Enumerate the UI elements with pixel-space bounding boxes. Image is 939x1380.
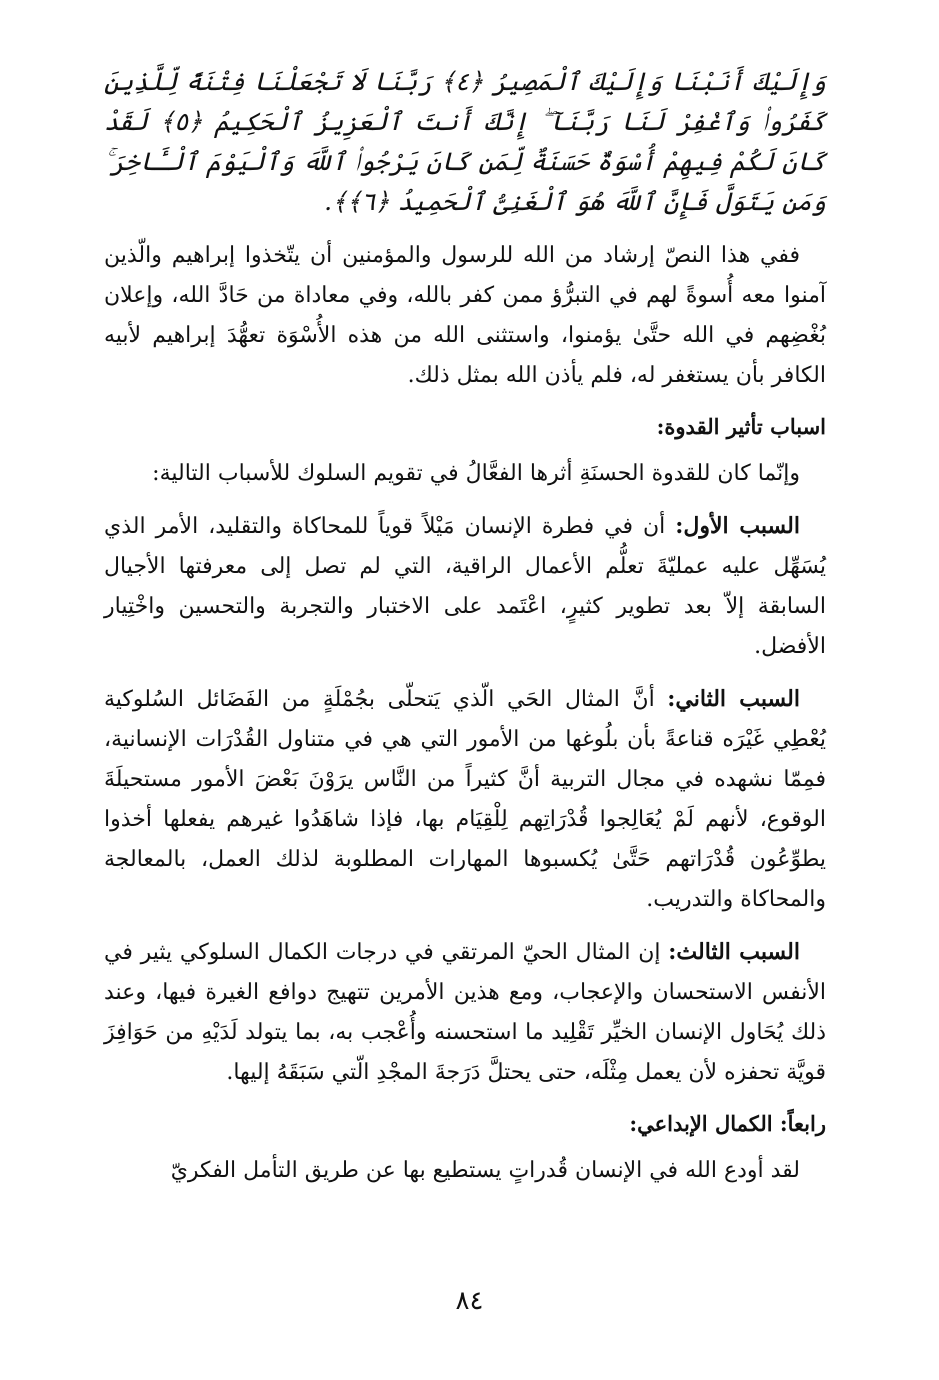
explanation-paragraph: ففي هذا النصّ إرشاد من الله للرسول والمؤمنين أن يتّخذوا إبراهيم والّذين آمنوا معه أُسوةً لهم في التبرُّؤ ممن كفر بالله، وفي معاداة من حَادَّ الله، وإعلان بُغْضِهم في الله حتَّىٰ يؤمنوا، واستثنى الله من هذه الأُسْوَة تعهُّدَ إبراهيم لأبيه الكافر بأن يستغفر له، فلم يأذن الله بمثل ذلك.: [104, 243, 826, 388]
page-body: [104, 62, 826, 1203]
section-heading: اسباب تأثير القدوة:: [656, 414, 826, 439]
reason-2-paragraph: [104, 679, 826, 920]
reason-3-paragraph: [104, 932, 826, 1093]
reason-3-text: إن المثال الحيّ المرتقي في درجات الكمال السلوكي يثير في الأنفس الاستحسان والإعجاب، ومع هذين الأمرين تتهيج دوافع الغيرة فيها، وعند ذلك يُحَاول الإنسان الخيِّر تَقْلِيد ما استحسنه وأُعْجب به، بما يتولد لَدَيْهِ من حَوَافِزَ قويَّة تحفزه لأن يعمل مِثْلَه، حتى يحتلَّ دَرَجةَ المجْدِ الّتي سَبَقَهُ إليها.: [104, 940, 826, 1085]
reason-3-label: السبب الثالث:: [668, 939, 800, 965]
page-number: ٨٤: [455, 1286, 484, 1316]
reason-1-label: السبب الأول:: [675, 513, 800, 539]
subheading: رابعاً: الكمال الإبداعي:: [629, 1111, 826, 1136]
final-paragraph: لقد أودع الله في الإنسان قُدراتٍ يستطيع بها عن طريق التأمل الفكريّ: [170, 1158, 800, 1183]
reason-2-text: أنَّ المثال الحَي الّذي يَتحلّى بجُمْلَةٍ من الفَضَائل السُلوكية يُعْطِي غَيْرَه قناعةً بأن بلُوغها من الأمور التي هي في متناول القُدْرَات الإنسانية، فمِمّا نشهده في مجال التربية أنَّ كثيراً من النَّاس يرَوْنَ بَعْضَ الأمور مستحيلَةَ الوقوع، لأنهم لَمْ يُعَالِجوا قُدْرَاتِهم لِلْقِيَام بها، فإذا شاهَدُوا غيرهم يفعلها أخذوا يطوِّعُون قُدْرَاتهم حَتَّىٰ يُكسبوها المهارات المطلوبة لذلك العمل، بالمعالجة والمحاكاة والتدريب.: [104, 687, 826, 912]
reason-2-label: السبب الثاني:: [667, 686, 800, 712]
reason-1-text: أن في فطرة الإنسان مَيْلاً قوياً للمحاكاة والتقليد، الأمر الذي يُسَهِّل عليه عمليّةَ تعلُّم الأعمال الراقية، التي لم تصل إلى معرفتها الأجيال السابقة إلاّ بعد تطوير كثيرٍ، اعْتَمد على الاختبار والتجربة والتحسين واخْتِيار الأفضل.: [104, 514, 826, 659]
quran-passage: وَإِلَيْكَ أَنَبْنَا وَإِلَيْكَ ٱلْمَصِيرُ ﴿٤﴾ رَبَّنَا لَا تَجْعَلْنَا فِتْنَةً لِّلَّذِينَ كَفَرُوا۟ وَٱغْفِرْ لَنَا رَبَّنَآ ۖ إِنَّكَ أَنتَ ٱلْعَزِيزُ ٱلْحَكِيمُ ﴿٥﴾ لَقَدْ كَانَ لَكُمْ فِيهِمْ أُسْوَةٌ حَسَنَةٌ لِّمَن كَانَ يَرْجُوا۟ ٱللَّهَ وَٱلْيَوْمَ ٱلْـَٔاخِرَ ۚ وَمَن يَتَوَلَّ فَإِنَّ ٱللَّهَ هُوَ ٱلْغَنِىُّ ٱلْحَمِيدُ ﴿٦﴾﴾.: [104, 67, 826, 216]
intro-paragraph: وإنّما كان للقدوة الحسنَةِ أثرها الفعَّالُ في تقويم السلوك للأسباب التالية:: [152, 461, 800, 486]
reason-1-paragraph: [104, 506, 826, 667]
